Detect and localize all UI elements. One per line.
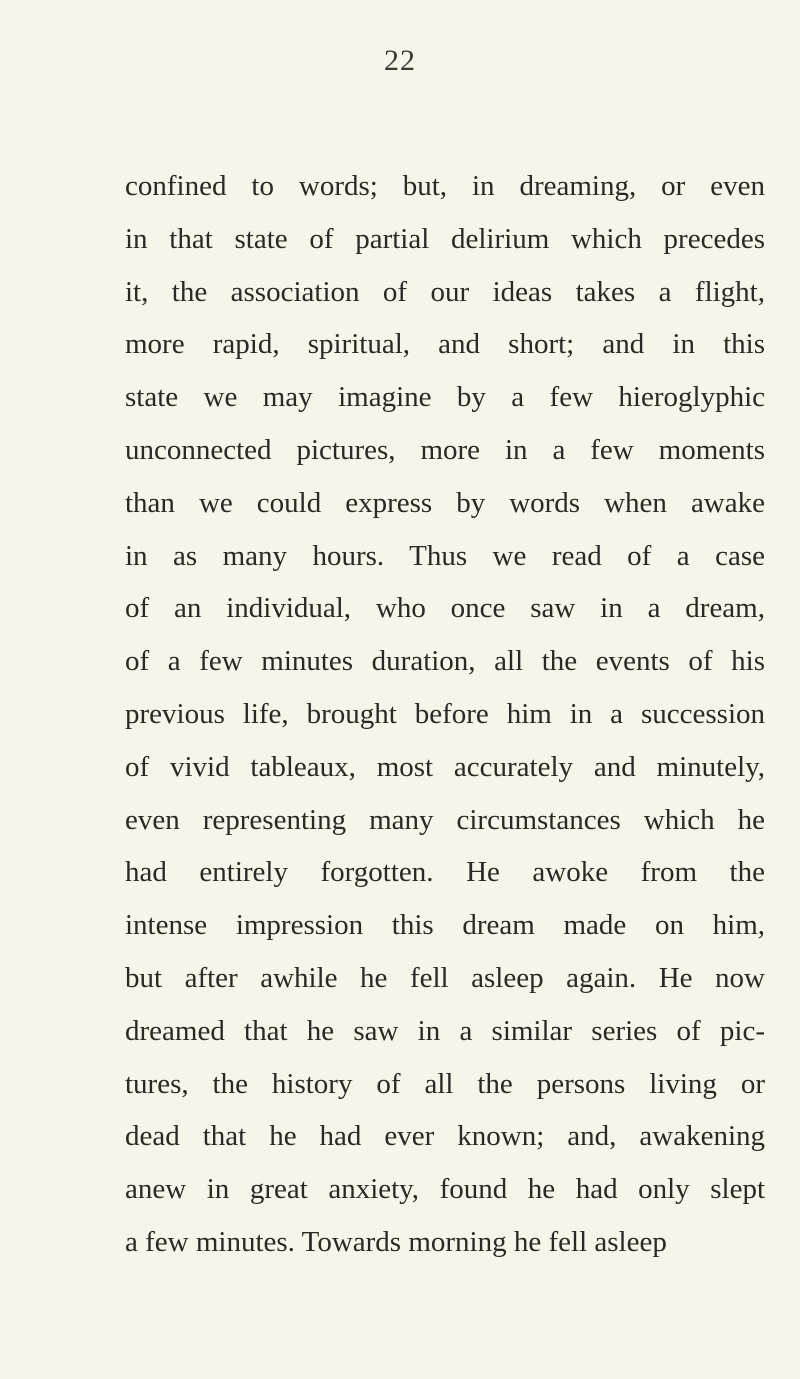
- text-line: a few minutes. Towards morning he fell asleep: [125, 1225, 667, 1258]
- text-line: confined to words; but, in dreaming, or even: [125, 170, 765, 202]
- text-line: more rapid, spiritual, and short; and in this: [125, 328, 765, 361]
- text-line: state we may imagine by a few hieroglyphic: [125, 381, 765, 414]
- text-line: of vivid tableaux, most accurately and minutely,: [125, 750, 765, 783]
- text-line: had entirely forgotten. He awoke from the: [125, 856, 765, 889]
- text-line: than we could express by words when awake: [125, 486, 765, 519]
- text-line: it, the association of our ideas takes a flight,: [125, 275, 765, 308]
- body-text: [125, 160, 765, 1269]
- text-line: but after awhile he fell asleep again. He now: [125, 961, 765, 994]
- page-number: 22: [384, 44, 416, 77]
- text-line: anew in great anxiety, found he had only slept: [125, 1173, 765, 1206]
- text-line: of a few minutes duration, all the events of his: [125, 645, 765, 678]
- text-line: previous life, brought before him in a succession: [125, 697, 765, 730]
- text-line: in that state of partial delirium which precedes: [125, 222, 765, 255]
- text-line: even representing many circumstances which he: [125, 803, 765, 836]
- text-line: unconnected pictures, more in a few moments: [125, 433, 765, 466]
- text-line: of an individual, who once saw in a dream,: [125, 592, 765, 625]
- text-line: dreamed that he saw in a similar series of pic-: [125, 1014, 765, 1047]
- text-line: in as many hours. Thus we read of a case: [125, 539, 765, 572]
- text-line: dead that he had ever known; and, awakening: [125, 1120, 765, 1153]
- text-line: tures, the history of all the persons living or: [125, 1067, 765, 1100]
- text-line: intense impression this dream made on him,: [125, 909, 765, 942]
